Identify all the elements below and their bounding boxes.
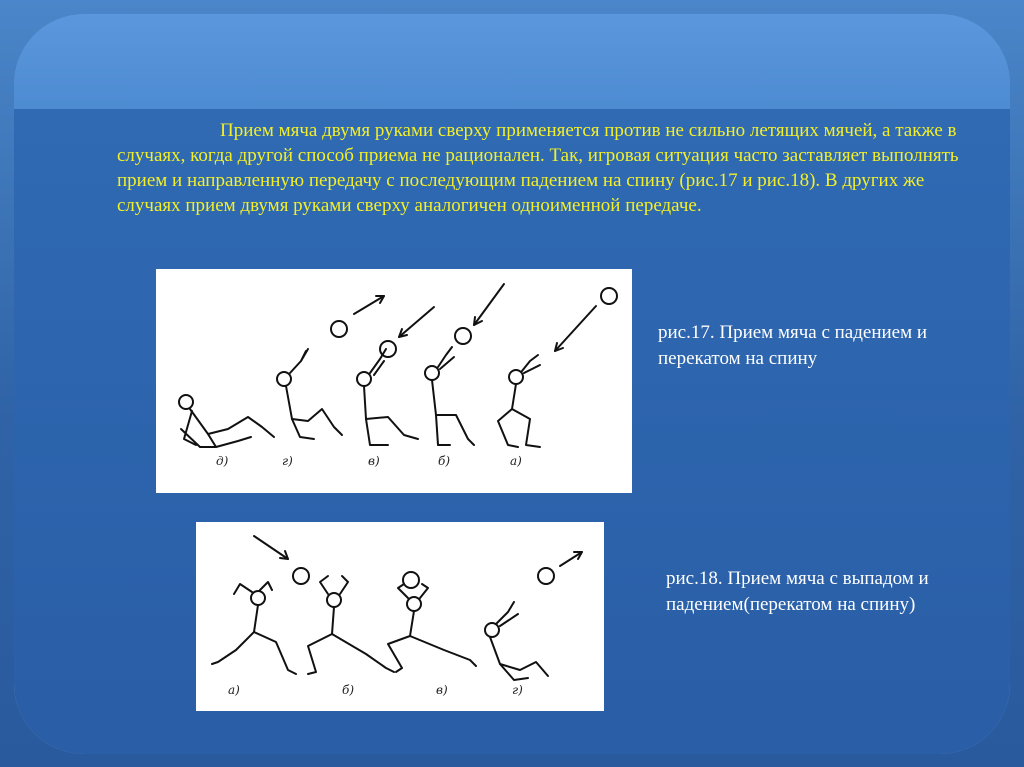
player-figure-squat	[425, 347, 474, 445]
arrow-icon	[254, 536, 288, 559]
figure-label: а)	[510, 454, 522, 468]
figure-label: г)	[282, 454, 293, 468]
figure-label: б)	[438, 454, 451, 468]
figure-label: а)	[228, 683, 240, 697]
figure-18-image	[196, 522, 604, 711]
slide-title-band	[14, 14, 1010, 109]
figure-17-image	[156, 269, 632, 493]
ball-icon	[293, 568, 309, 584]
figure-label: г)	[512, 683, 523, 697]
figure-18-caption: рис.18. Прием мяча с выпадом и падением(перекатом на спину)	[666, 568, 929, 615]
figure-label: б)	[342, 683, 355, 697]
player-figure-lying	[179, 395, 274, 447]
player-figure-squat	[498, 355, 540, 447]
arrow-icon	[555, 306, 596, 351]
ball-icon	[331, 321, 347, 337]
player-figure-squat	[357, 349, 418, 445]
ball-icon	[455, 328, 471, 344]
arrow-icon	[354, 296, 384, 314]
figure-label: в)	[436, 683, 448, 697]
figure-18-drawing	[196, 522, 604, 711]
player-figure-falling	[485, 602, 548, 680]
player-figure-lunge	[388, 584, 476, 672]
player-figure-lunge	[308, 576, 394, 674]
ball-icon	[538, 568, 554, 584]
figure-label: в)	[368, 454, 380, 468]
ball-icon	[403, 572, 419, 588]
player-figure-lunge	[212, 582, 296, 674]
body-paragraph	[117, 118, 977, 218]
arrow-icon	[399, 307, 434, 337]
player-figure-falling	[277, 349, 342, 439]
figure-17-caption: рис.17. Прием мяча с падением и перекатом на спину	[658, 322, 928, 369]
figure-17-drawing	[156, 269, 632, 493]
body-paragraph-text: Прием мяча двумя руками сверху применяется против не сильно летящих мячей, а также в случаях, когда другой способ приема не рационален. Так, игровая ситуация часто заставляет выполнять прием и направленную передачу с последующим падением на спину (рис.17 и рис.18). В других же случаях прием двумя руками сверху аналогичен одноименной передаче.	[117, 120, 959, 216]
ball-icon	[601, 288, 617, 304]
figure-label: д)	[216, 454, 229, 468]
arrow-icon	[474, 284, 504, 325]
